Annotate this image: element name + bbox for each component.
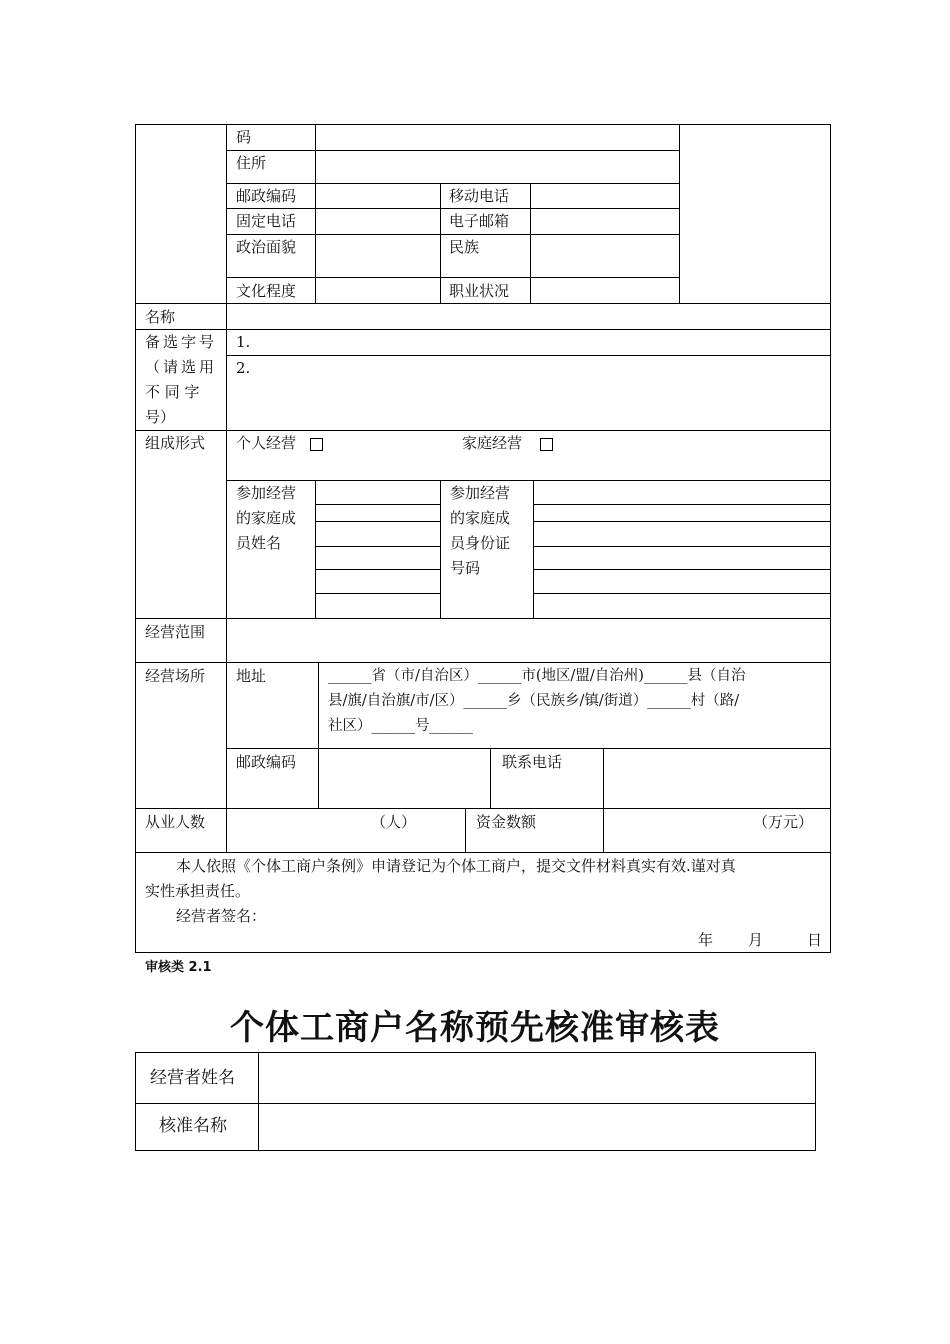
divider xyxy=(315,480,316,619)
divider xyxy=(226,662,227,853)
alt-name-1: 1. xyxy=(236,333,251,351)
family-label: 家庭经营 xyxy=(462,434,523,452)
divider xyxy=(226,303,227,430)
divider xyxy=(315,504,440,505)
composition-label: 组成形式 xyxy=(145,434,206,452)
alt-label-line1: 备选字号 xyxy=(145,333,218,351)
divider xyxy=(530,183,531,303)
staff-unit: （人） xyxy=(371,813,417,831)
phone-label: 固定电话 xyxy=(236,212,297,230)
divider xyxy=(533,593,831,594)
divider xyxy=(603,748,604,853)
members-name-label-3: 员姓名 xyxy=(236,534,282,552)
premises-label: 经营场所 xyxy=(145,667,206,685)
divider xyxy=(533,546,831,547)
premises-address-line1: ______省（市/自治区）______市(地区/盟/自治州)______县（自治 xyxy=(328,668,746,684)
alt-label-line3: 不 同 字 xyxy=(145,383,200,401)
scope-label: 经营范围 xyxy=(145,623,206,641)
divider xyxy=(318,662,319,809)
divider xyxy=(533,480,534,619)
review-border-top xyxy=(135,1052,816,1053)
staff-label: 从业人数 xyxy=(145,813,206,831)
divider xyxy=(315,521,440,522)
declaration-line2: 实性承担责任。 xyxy=(145,882,251,900)
divider xyxy=(533,504,831,505)
capital-unit: （万元） xyxy=(753,813,814,831)
divider xyxy=(533,569,831,570)
review-border-bottom xyxy=(135,1150,816,1151)
id-code-label-tail: 码 xyxy=(236,128,252,146)
divider xyxy=(465,808,466,853)
divider xyxy=(258,1052,259,1151)
divider xyxy=(440,183,441,303)
declaration-line1: 本人依照《个体工商户条例》申请登记为个体工商户，提交文件材料真实有效.谨对真 xyxy=(176,857,736,875)
divider xyxy=(226,355,831,356)
capital-label: 资金数额 xyxy=(476,813,537,831)
divider xyxy=(226,618,227,663)
approved-name-label: 核准名称 xyxy=(159,1116,227,1136)
divider xyxy=(135,662,831,663)
divider xyxy=(315,546,440,547)
divider xyxy=(135,808,831,809)
premises-address-line2: 县/旗/自治旗/市/区）______乡（民族乡/镇/街道）______村（路/ xyxy=(328,693,740,709)
divider xyxy=(226,480,831,481)
politics-label: 政治面貌 xyxy=(236,238,297,256)
divider xyxy=(226,748,831,749)
alt-label-line2: （请选用 xyxy=(145,358,218,376)
review-stub: 审核类 2.1 xyxy=(145,960,212,975)
premises-phone-label: 联系电话 xyxy=(502,753,563,771)
table-border-bottom xyxy=(135,952,831,953)
members-name-label-2: 的家庭成 xyxy=(236,509,297,527)
family-checkbox[interactable] xyxy=(540,438,553,451)
signature-label: 经营者签名： xyxy=(176,907,267,925)
email-label: 电子邮箱 xyxy=(449,212,510,230)
education-label: 文化程度 xyxy=(236,282,297,300)
divider xyxy=(315,569,440,570)
members-id-label-1: 参加经营 xyxy=(450,484,511,502)
date-day: 日 xyxy=(807,931,823,949)
table-border-right xyxy=(830,124,831,953)
divider xyxy=(490,748,491,809)
review-border-right xyxy=(815,1052,816,1151)
operator-name-label: 经营者姓名 xyxy=(150,1068,235,1088)
divider xyxy=(533,521,831,522)
premises-postcode-label: 邮政编码 xyxy=(236,753,297,771)
mobile-label: 移动电话 xyxy=(449,187,510,205)
divider xyxy=(315,593,440,594)
premises-address-label: 地址 xyxy=(236,667,267,685)
review-border-left xyxy=(135,1052,136,1151)
individual-checkbox[interactable] xyxy=(310,438,323,451)
members-name-label-1: 参加经营 xyxy=(236,484,297,502)
alt-name-2: 2. xyxy=(236,359,251,377)
members-id-label-2: 的家庭成 xyxy=(450,509,511,527)
name-label: 名称 xyxy=(145,308,176,326)
ethnicity-label: 民族 xyxy=(449,238,480,256)
employment-label: 职业状况 xyxy=(449,282,510,300)
postcode-label: 邮政编码 xyxy=(236,187,297,205)
address-label: 住所 xyxy=(236,154,267,172)
table-border-left xyxy=(135,124,136,953)
divider xyxy=(226,150,680,151)
divider xyxy=(226,430,227,619)
divider xyxy=(135,1103,816,1104)
members-id-label-3: 员身份证 xyxy=(450,534,511,552)
members-id-label-4: 号码 xyxy=(450,559,481,577)
page-title: 个体工商户名称预先核准审核表 xyxy=(230,1008,720,1048)
individual-label: 个人经营 xyxy=(236,434,297,452)
premises-address-line3: 社区）______号______ xyxy=(328,718,473,734)
divider xyxy=(135,852,831,853)
divider xyxy=(135,618,831,619)
individual-option[interactable] xyxy=(236,431,323,456)
divider xyxy=(226,277,680,278)
date-month: 月 xyxy=(748,931,764,949)
date-year: 年 xyxy=(698,931,714,949)
family-option[interactable] xyxy=(462,431,553,456)
divider xyxy=(440,480,441,619)
alt-label-line4: 号） xyxy=(145,408,176,426)
